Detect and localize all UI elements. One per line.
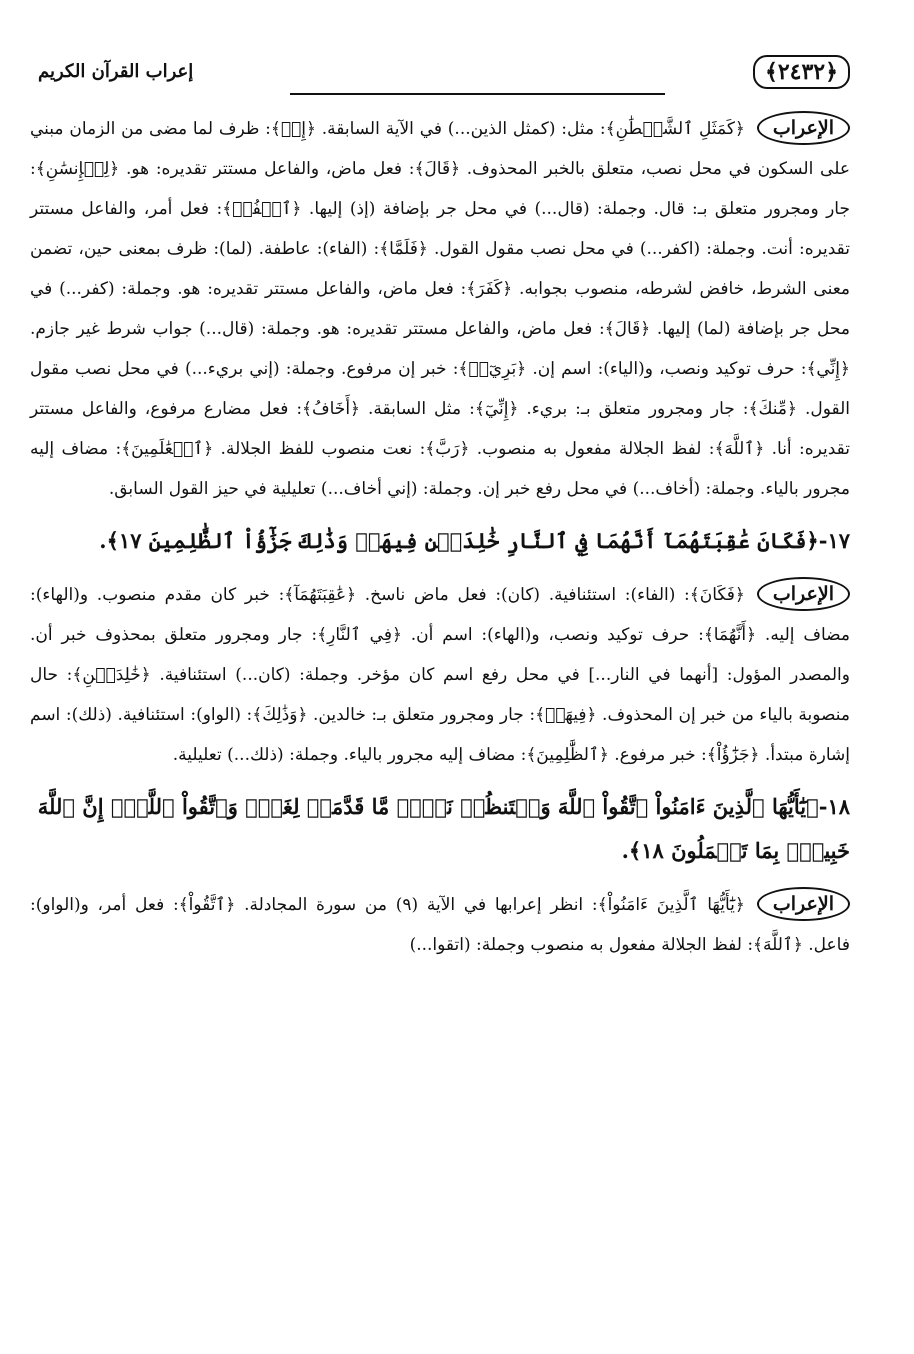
- irab-section-2: [30, 575, 850, 775]
- page-number: ﴿٢٤٣٢﴾: [753, 55, 850, 89]
- irab-text: ﴿يَٰٓأَيُّهَا ٱلَّذِينَ ءَامَنُواْ﴾: انظر إعرابها في الآية (٩) من سورة المجادلة. ﴿ٱتَّقُواْ﴾: فعل أمر، و(الواو): فاعل. ﴿ٱللَّهَ﴾: لفظ الجلالة مفعول به منصوب وجملة: (اتقوا...): [30, 895, 850, 955]
- page: [30, 55, 850, 965]
- irab-text: ﴿كَمَثَلِ ٱلشَّيۡطَٰنِ﴾: مثل: (كمثل الذين...) في الآية السابقة. ﴿إِذۡ﴾: ظرف لما مضى من الزمان مبني على السكون في محل نصب، متعلق بالخبر المحذوف. ﴿قَالَ﴾: فعل ماض، والفاعل مستتر تقديره: هو. ﴿لِلۡإِنسَٰنِ﴾: جار ومجرور متعلق بـ: قال. وجملة: (قال...) في محل جر بإضافة (إذ) إليها. ﴿ٱكۡفُرۡ﴾: فعل أمر، والفاعل مستتر تقديره: أنت. وجملة: (اكفر...) في محل نصب مقول القول. ﴿فَلَمَّا﴾: (الفاء): عاطفة. (لما): ظرف بمعنى حين، تضمن معنى الشرط، خافض لشرطه، منصوب بجوابه. ﴿كَفَرَ﴾: فعل ماض، والفاعل مستتر تقديره: هو. وجملة: (كفر...) في محل جر بإضافة (لما) إليها. ﴿قَالَ﴾: فعل ماض، والفاعل مستتر تقديره: هو. وجملة: (قال...) جواب شرط غير جازم. ﴿إِنِّي﴾: حرف توكيد ونصب، و(الياء): اسم إن. ﴿بَرِيٓءٞ﴾: خبر إن مرفوع. وجملة: (إني بريء...) في محل نصب مقول القول. ﴿مِّنكَ﴾: جار ومجرور متعلق بـ: بريء. ﴿إِنِّيٓ﴾: مثل السابقة. ﴿أَخَافُ﴾: فعل مضارع مرفوع، والفاعل مستتر تقديره: أنا. ﴿ٱللَّهَ﴾: لفظ الجلالة مفعول به منصوب. ﴿رَبَّ﴾: نعت منصوب للفظ الجلالة. ﴿ٱلۡعَٰلَمِينَ﴾: مضاف إليه مجرور بالياء. وجملة: (أخاف...) في محل رفع خبر إن. وجملة: (إني أخاف...) تعليلية في حيز القول السابق.: [30, 119, 850, 499]
- irab-section-3: [30, 885, 850, 965]
- page-header: [30, 55, 850, 97]
- irab-badge: الإعراب: [757, 887, 850, 921]
- verse-17: ١٧-﴿فَكَانَ عَٰقِبَتَهُمَآ أَنَّهُمَا فِي ٱلنَّارِ خَٰلِدَيۡنِ فِيهَاۚ وَذَٰلِكَ جَزَٰٓؤُاْ ٱلظَّٰلِمِينَ ١٧﴾.: [99, 528, 850, 553]
- header-rule: [290, 93, 665, 95]
- irab-section-1: [30, 109, 850, 509]
- irab-badge: الإعراب: [757, 577, 850, 611]
- irab-text: ﴿فَكَانَ﴾: (الفاء): استئنافية. (كان): فعل ماض ناسخ. ﴿عَٰقِبَتَهُمَآ﴾: خبر كان مقدم منصوب. و(الهاء): مضاف إليه. ﴿أَنَّهُمَا﴾: حرف توكيد ونصب، و(الهاء): اسم أن. ﴿فِي ٱلنَّارِ﴾: جار ومجرور متعلق بمحذوف خبر أن. والمصدر المؤول: [أنهما في النار...] في محل رفع اسم كان مؤخر. وجملة: (كان...) استئنافية. ﴿خَٰلِدَيۡنِ﴾: حال منصوبة بالياء من خبر إن المحذوف. ﴿فِيهَاۚ﴾: جار ومجرور متعلق بـ: خالدين. ﴿وَذَٰلِكَ﴾: (الواو): استئنافية. (ذلك): اسم إشارة مبتدأ. ﴿جَزَٰٓؤُاْ﴾: خبر مرفوع. ﴿ٱلظَّٰلِمِينَ﴾: مضاف إليه مجرور بالياء. وجملة: (ذلك...) تعليلية.: [30, 585, 850, 765]
- irab-badge: الإعراب: [757, 111, 850, 145]
- book-title: إعراب القرآن الكريم: [38, 61, 194, 82]
- verse-18: ١٨-﴿يَٰٓأَيُّهَا ٱلَّذِينَ ءَامَنُواْ ٱتَّقُواْ ٱللَّهَ وَلۡتَنظُرۡ نَفۡسٞ مَّا قَدَّمَتۡ لِغَدٖۖ وَٱتَّقُواْ ٱللَّهَۚ إِنَّ ٱللَّهَ خَبِيرُۢ بِمَا تَعۡمَلُونَ ١٨﴾.: [37, 794, 850, 863]
